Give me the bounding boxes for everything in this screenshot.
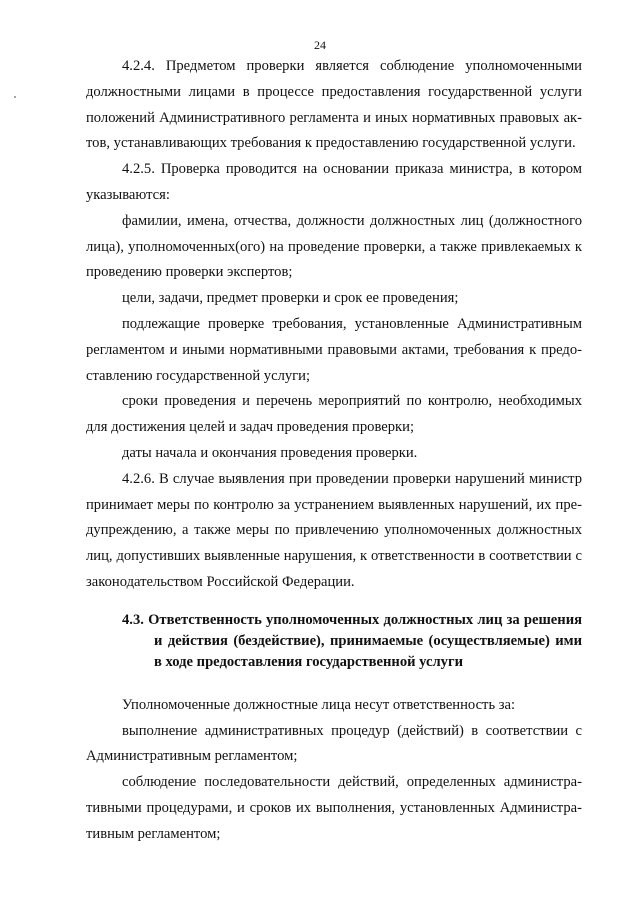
list-item-deadlines bbox=[86, 389, 582, 441]
text-line: тов, устанавливающих требования к предоставлению государственной услуги. bbox=[86, 135, 576, 152]
text-line: 4.2.6. В случае выявления при проведении проверки нарушений министр bbox=[122, 470, 582, 487]
spacer bbox=[86, 596, 582, 610]
text-line: Административным регламентом; bbox=[86, 748, 298, 765]
text-line: соблюдение последовательности действий, определенных администра- bbox=[122, 774, 582, 791]
paragraph-4-2-5 bbox=[86, 157, 582, 209]
section-heading-4-3 bbox=[86, 610, 582, 673]
page-number: 24 bbox=[314, 38, 326, 52]
text-line: лиц, допустивших выявленные нарушения, к ответственности в соответствии с bbox=[86, 548, 582, 565]
list-item-names bbox=[86, 209, 582, 286]
heading-line: и действия (бездействие), принимаемые (осуществляемые) ими bbox=[154, 632, 582, 649]
text-line: подлежащие проверке требования, установленные Административным bbox=[122, 315, 582, 332]
list-item-dates bbox=[86, 441, 582, 467]
text-line: ставлению государственной услуги; bbox=[86, 367, 311, 384]
heading-line: в ходе предоставления государственной услуги bbox=[154, 653, 464, 670]
heading-line: 4.3. Ответственность уполномоченных должностных лиц за решения bbox=[122, 611, 582, 628]
text-line: указываются: bbox=[86, 186, 170, 203]
text-line: положений Административного регламента и иных нормативных правовых ак- bbox=[86, 109, 582, 126]
text-line: Уполномоченные должностные лица несут ответственность за: bbox=[122, 696, 516, 713]
text-line: 4.2.4. Предметом проверки является соблюдение уполномоченными bbox=[122, 58, 582, 74]
list-item-goals bbox=[86, 286, 582, 312]
text-line: должностными лицами в процессе предоставления государственной услуги bbox=[86, 83, 582, 100]
spacer bbox=[86, 673, 582, 693]
paragraph-4-2-4 bbox=[86, 54, 582, 157]
paragraph-responsibility-intro bbox=[86, 693, 582, 719]
document-body bbox=[86, 54, 582, 848]
text-line: даты начала и окончания проведения проверки. bbox=[122, 444, 418, 461]
list-item-requirements bbox=[86, 312, 582, 389]
text-line: выполнение административных процедур (действий) в соответствии с bbox=[122, 722, 582, 739]
text-line: принимает меры по контролю за устранением выявленных нарушений, их пре- bbox=[86, 496, 582, 513]
text-line: законодательством Российской Федерации. bbox=[86, 573, 355, 590]
scan-speck bbox=[14, 96, 16, 98]
paragraph-4-2-6 bbox=[86, 467, 582, 596]
text-line: сроки проведения и перечень мероприятий по контролю, необходимых bbox=[122, 393, 582, 410]
text-line: лица), уполномоченных(ого) на проведение проверки, а также привлекаемых к bbox=[86, 238, 582, 255]
text-line: для достижения целей и задач проведения проверки; bbox=[86, 419, 414, 436]
text-line: 4.2.5. Проверка проводится на основании приказа министра, в котором bbox=[122, 161, 582, 178]
text-line: тивным регламентом; bbox=[86, 825, 221, 842]
text-line: проведению проверки экспертов; bbox=[86, 264, 293, 281]
text-line: дупреждению, а также меры по привлечению уполномоченных должностных bbox=[86, 522, 582, 539]
responsibility-item-procedures bbox=[86, 719, 582, 771]
text-line: тивными процедурами, и сроков их выполнения, установленных Администра- bbox=[86, 799, 582, 816]
text-line: фамилии, имена, отчества, должности должностных лиц (должностного bbox=[122, 212, 582, 229]
text-line: регламентом и иными нормативными правовыми актами, требования к предо- bbox=[86, 341, 582, 358]
responsibility-item-sequence bbox=[86, 770, 582, 847]
text-line: цели, задачи, предмет проверки и срок ее проведения; bbox=[122, 290, 459, 307]
